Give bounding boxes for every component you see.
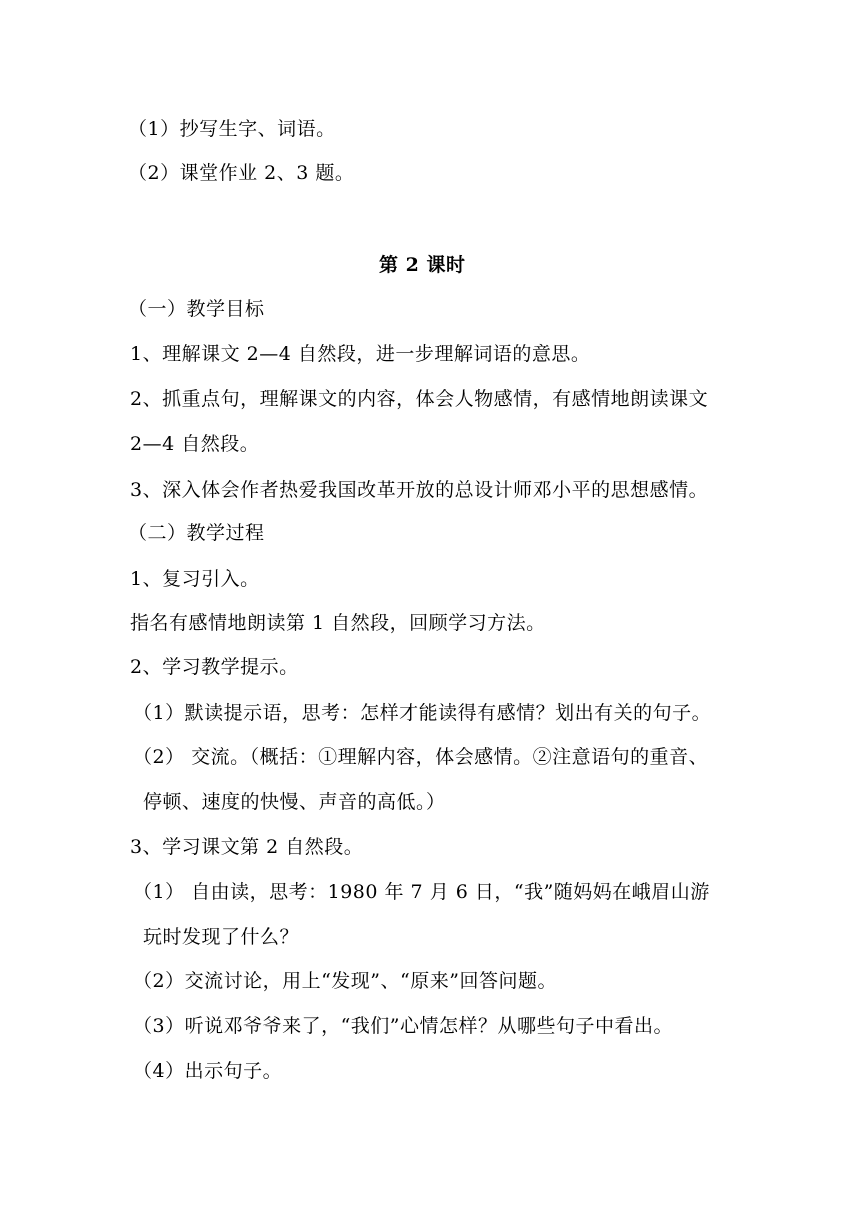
step-1: 1、复习引入。: [130, 568, 260, 590]
objective-2: 2、抓重点句，理解课文的内容，体会人物感情，有感情地朗读课文: [130, 388, 709, 410]
step-3: 3、学习课文第 2 自然段。: [130, 836, 364, 858]
objective-2-continued: 2—4 自然段。: [130, 433, 260, 455]
objective-3: 3、深入体会作者热爱我国改革开放的总设计师邓小平的思想感情。: [130, 479, 709, 501]
homework-item-2: （2）课堂作业 2、3 题。: [128, 162, 355, 184]
step-3-item-1: （1） 自由读，思考：1980 年 7 月 6 日，“我”随妈妈在峨眉山游: [133, 881, 710, 903]
step-2: 2、学习教学提示。: [130, 656, 299, 678]
step-3-item-3: （3）听说邓爷爷来了，“我们”心情怎样？从哪些句子中看出。: [133, 1015, 674, 1037]
objective-1: 1、理解课文 2—4 自然段，进一步理解词语的意思。: [130, 343, 591, 365]
section-title-process: （二）教学过程: [128, 522, 265, 544]
step-3-item-1-continued: 玩时发现了什么？: [143, 926, 300, 948]
homework-item-1: （1）抄写生字、词语。: [128, 118, 336, 140]
step-1-detail: 指名有感情地朗读第 1 自然段，回顾学习方法。: [130, 612, 546, 634]
lesson-heading: 第 2 课时: [379, 254, 466, 276]
step-3-item-4: （4）出示句子。: [133, 1060, 283, 1082]
step-2-item-2: （2） 交流。（概括：①理解内容，体会感情。②注意语句的重音、: [133, 746, 709, 768]
section-title-objectives: （一）教学目标: [128, 298, 265, 320]
step-2-item-2-continued: 停顿、速度的快慢、声音的高低。）: [143, 791, 446, 813]
step-3-item-2: （2）交流讨论，用上“发现”、“原来”回答问题。: [133, 970, 557, 992]
step-2-item-1: （1）默读提示语，思考：怎样才能读得有感情？划出有关的句子。: [133, 702, 712, 724]
